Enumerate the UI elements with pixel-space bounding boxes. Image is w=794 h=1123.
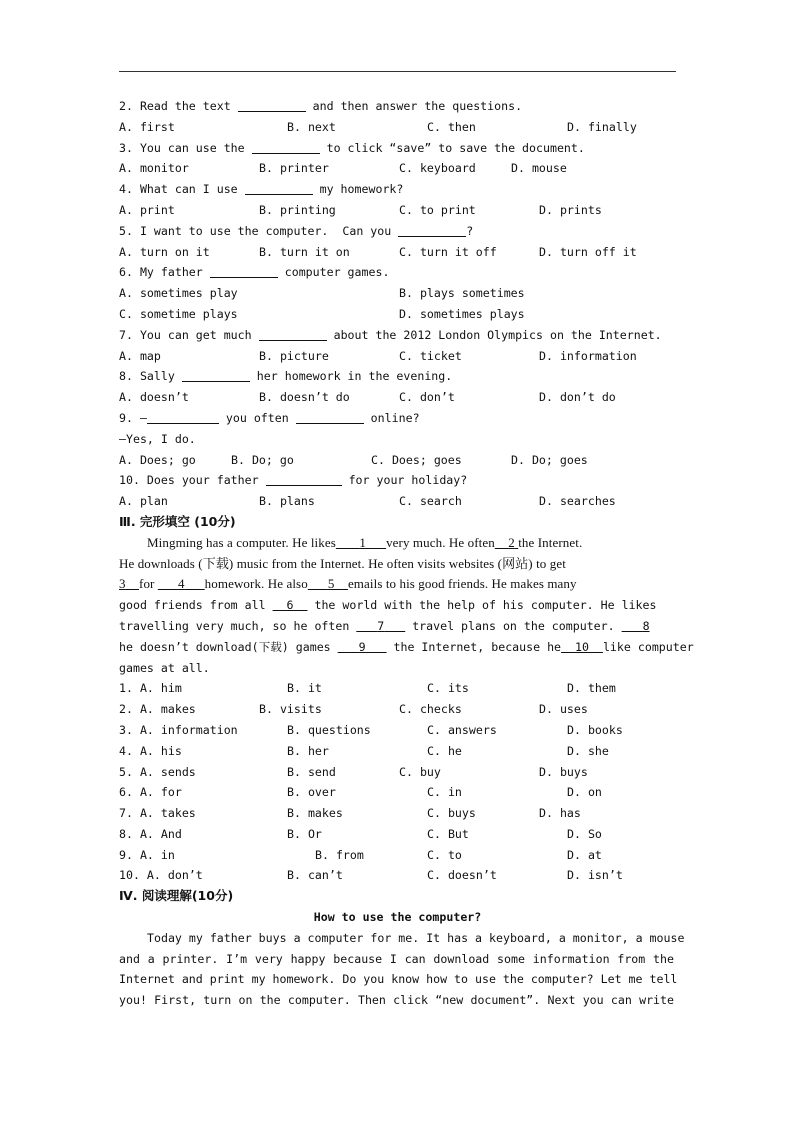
question-stem: 7. You can get much about the 2012 London Olympics on the Internet. <box>119 327 662 342</box>
question-options: A. turn on it B. turn it on C. turn it off D. turn off it <box>119 244 637 259</box>
reading-title: How to use the computer? <box>313 910 482 925</box>
question-options: A. sometimes play B. plays sometimes <box>119 286 525 301</box>
question-stem: 5. I want to use the computer. Can you ? <box>119 223 474 238</box>
reading-passage-line: Internet and print my homework. Do you know how to use the computer? Let me tell <box>119 972 678 987</box>
question-stem: 4. What can I use my homework? <box>119 182 404 197</box>
section-heading-reading: Ⅳ. 阅读理解(10分) <box>119 888 234 904</box>
cloze-passage-line: games at all. <box>119 660 210 675</box>
question-options: A. plan B. plans C. search D. searches <box>119 494 616 509</box>
reading-passage-line: and a printer. I’m very happy because I can download some information from the <box>119 951 674 966</box>
cloze-question: 8. A. And B. Or C. But D. So <box>119 826 602 841</box>
question-stem: 9. — you often online? <box>119 410 420 425</box>
cloze-question: 2. A. makes B. visits C. checks D. uses <box>119 702 588 717</box>
question-stem: 10. Does your father for your holiday? <box>119 473 468 488</box>
cloze-question: 1. A. him B. it C. its D. them <box>119 681 616 696</box>
cloze-question: 3. A. information B. questions C. answers D. books <box>119 722 623 737</box>
question-options: A. map B. picture C. ticket D. information <box>119 348 637 363</box>
question-stem: 8. Sally her homework in the evening. <box>119 369 453 384</box>
question-options: A. first B. next C. then D. finally <box>119 119 637 134</box>
reading-passage-line: Today my father buys a computer for me. It has a keyboard, a monitor, a mouse <box>147 930 685 945</box>
cloze-question: 10. A. don’t B. can’t C. doesn’t D. isn’t <box>119 868 623 883</box>
question-stem: 3. You can use the to click “save” to save the document. <box>119 140 585 155</box>
cloze-passage-line: 3 for 4 homework. He also 5 emails to his good friends. He makes many <box>119 576 577 592</box>
cloze-passage-line: travelling very much, so he often 7 travel plans on the computer. 8 <box>119 618 650 633</box>
question-options: A. print B. printing C. to print D. prints <box>119 202 602 217</box>
question-options: C. sometime plays D. sometimes plays <box>119 306 525 321</box>
header-rule <box>119 71 676 72</box>
question-options: A. doesn’t B. doesn’t do C. don’t D. don’t do <box>119 390 616 405</box>
cloze-question: 9. A. in B. from C. to D. at <box>119 847 602 862</box>
reading-passage-line: you! First, turn on the computer. Then click “new document”. Next you can write <box>119 993 674 1008</box>
question-stem: 2. Read the text and then answer the questions. <box>119 99 523 113</box>
cloze-question: 7. A. takes B. makes C. buys D. has <box>119 806 581 821</box>
section-heading-cloze: Ⅲ. 完形填空 (10分) <box>119 513 236 529</box>
exam-content <box>119 96 739 1011</box>
question-stem: 6. My father computer games. <box>119 265 390 280</box>
cloze-passage-line: he doesn’t download(下载) games 9 the Internet, because he 10 like computer <box>119 639 694 654</box>
cloze-passage-line: Mingming has a computer. He likes 1 very much. He often 2 the Internet. <box>147 534 583 550</box>
cloze-passage-line: good friends from all 6 the world with the help of his computer. He likes <box>119 598 657 613</box>
question-response: —Yes, I do. <box>119 431 196 446</box>
question-options: A. Does; go B. Do; go C. Does; goes D. Do; goes <box>119 452 588 467</box>
question-options: A. monitor B. printer C. keyboard D. mouse <box>119 161 567 176</box>
cloze-passage-line: He downloads (下载) music from the Internet. He often visits websites (网站) to get <box>119 555 566 571</box>
cloze-question: 4. A. his B. her C. he D. she <box>119 743 609 758</box>
cloze-question: 6. A. for B. over C. in D. on <box>119 785 602 800</box>
cloze-question: 5. A. sends B. send C. buy D. buys <box>119 764 588 779</box>
